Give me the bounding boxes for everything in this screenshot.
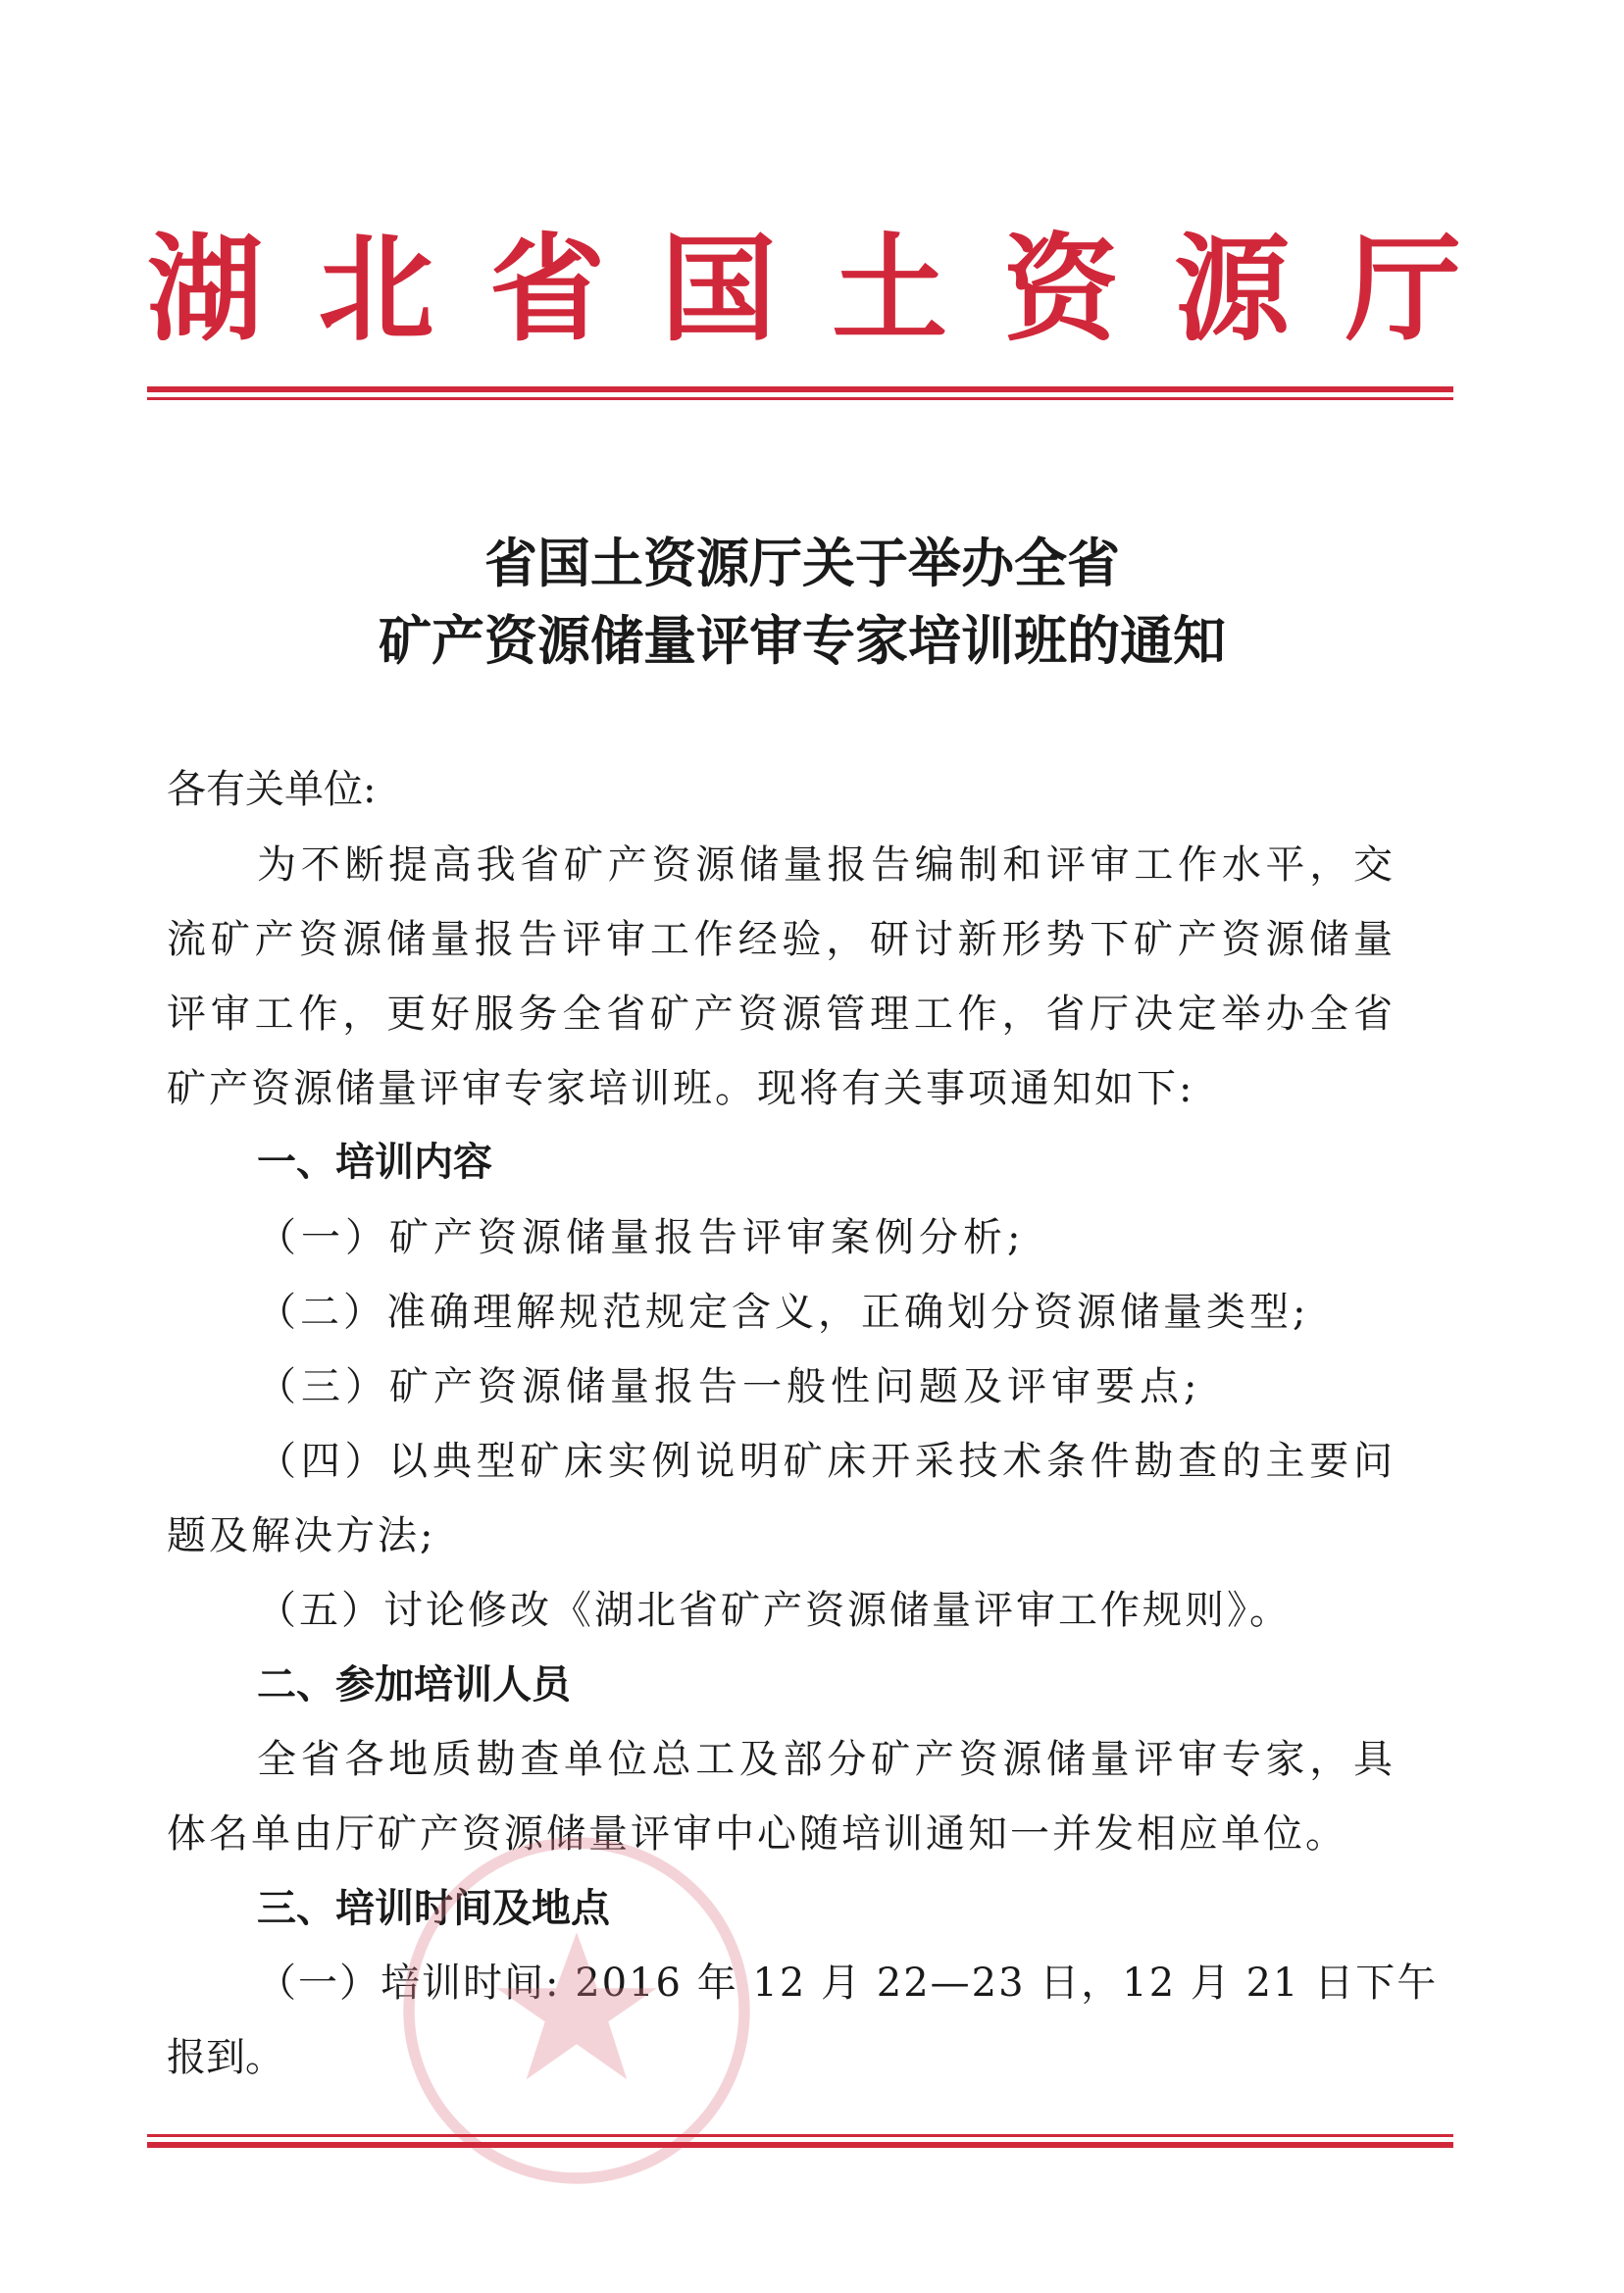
text-glyph: 及 [738, 1737, 779, 1782]
text-glyph: 储 [1309, 917, 1349, 962]
text-glyph: 讨 [913, 917, 953, 962]
text-glyph: 交 [1352, 842, 1393, 888]
text-glyph: 告 [871, 842, 911, 888]
text-glyph: 要 [1309, 1439, 1349, 1484]
text-glyph: 下 [1090, 917, 1130, 962]
text-glyph: 资 [651, 842, 691, 888]
text-glyph: 管 [826, 992, 866, 1037]
text-glyph: 告 [518, 917, 558, 962]
section-heading-content: 一、培训内容 [257, 1140, 492, 1185]
text-glyph: 工 [695, 1737, 736, 1782]
text-glyph: 勘 [1134, 1439, 1174, 1484]
text-glyph: 以 [388, 1439, 429, 1484]
text-glyph: 全 [1309, 992, 1349, 1037]
text-glyph: 矿 [210, 917, 250, 962]
text-glyph: 件 [1090, 1439, 1130, 1484]
footer-rule-thick [147, 2142, 1453, 2148]
text-glyph: 位 [607, 1737, 647, 1782]
text-glyph: 作 [298, 992, 338, 1037]
text-glyph: （ [257, 1439, 296, 1484]
text-glyph: 床 [827, 1439, 867, 1484]
intro-line-4: 矿产资源储量评审专家培训班。现将有关事项通知如下: [167, 1066, 1195, 1111]
document-title-line-2: 矿产资源储量评审专家培训班的通知 [379, 609, 1226, 672]
text-glyph: 省 [606, 992, 646, 1037]
text-glyph: 质 [431, 1737, 472, 1782]
text-glyph: 工 [254, 992, 294, 1037]
text-glyph: 审 [606, 917, 646, 962]
text-glyph: 省 [1352, 992, 1393, 1037]
text-glyph: 编 [914, 842, 954, 888]
text-glyph: ， [1309, 1737, 1349, 1782]
content-item-3: （三）矿产资源储量报告一般性问题及评审要点; [257, 1364, 1202, 1409]
text-glyph: 的 [1221, 1439, 1261, 1484]
text-glyph: 水 [1221, 842, 1261, 888]
masthead-char: 土 [832, 222, 948, 357]
text-glyph: 问 [1352, 1439, 1393, 1484]
text-glyph: 明 [738, 1439, 779, 1484]
text-glyph: 和 [1002, 842, 1042, 888]
text-glyph: 资 [737, 992, 778, 1037]
text-glyph: 储 [738, 842, 779, 888]
text-glyph: 评 [167, 992, 206, 1037]
text-glyph: 分 [827, 1737, 867, 1782]
masthead-char: 厅 [1345, 222, 1461, 357]
text-glyph: 开 [871, 1439, 911, 1484]
masthead-char: 北 [318, 222, 434, 357]
text-glyph: 矿 [783, 1439, 823, 1484]
text-glyph: 储 [1045, 1737, 1086, 1782]
text-glyph: 平 [1265, 842, 1305, 888]
text-glyph: ， [1309, 842, 1349, 888]
masthead-char: 源 [1174, 222, 1291, 357]
header-rule-thick [147, 386, 1453, 392]
text-glyph: 技 [958, 1439, 998, 1484]
text-glyph: 查 [1178, 1439, 1218, 1484]
text-glyph: 源 [1265, 917, 1305, 962]
salutation: 各有关单位: [167, 767, 377, 812]
text-glyph: 条 [1045, 1439, 1086, 1484]
text-glyph: 单 [564, 1737, 604, 1782]
text-glyph: 形 [1001, 917, 1041, 962]
text-glyph: 矿 [649, 992, 689, 1037]
text-glyph: 厅 [1090, 992, 1130, 1037]
footer-rule-thin [147, 2134, 1453, 2137]
text-glyph: 量 [783, 842, 823, 888]
text-glyph: 报 [827, 842, 867, 888]
text-glyph: 制 [958, 842, 998, 888]
text-glyph: 省 [520, 842, 560, 888]
text-glyph: 好 [430, 992, 470, 1037]
text-glyph: ， [342, 992, 382, 1037]
content-item-1: （一）矿产资源储量报告评审案例分析; [257, 1215, 1026, 1260]
text-glyph: 实 [607, 1439, 647, 1484]
content-item-2: （二）准确理解规范规定含义，正确划分资源储量类型; [257, 1290, 1310, 1335]
text-glyph: 储 [386, 917, 427, 962]
text-glyph: 省 [300, 1737, 340, 1782]
masthead-char: 国 [660, 222, 777, 357]
text-glyph: 流 [167, 917, 206, 962]
text-glyph: 新 [957, 917, 997, 962]
text-glyph: 不 [300, 842, 340, 888]
text-glyph: 务 [518, 992, 558, 1037]
text-glyph: 家 [1265, 1737, 1305, 1782]
text-glyph: 源 [1002, 1737, 1042, 1782]
text-glyph: 办 [1265, 992, 1305, 1037]
header-rule-thin [147, 397, 1453, 400]
text-glyph: 更 [386, 992, 427, 1037]
text-glyph: ， [1001, 992, 1041, 1037]
text-glyph: 提 [388, 842, 429, 888]
text-glyph: ） [344, 1439, 384, 1484]
text-glyph: 势 [1045, 917, 1086, 962]
text-glyph: 工 [913, 992, 953, 1037]
text-glyph: 资 [958, 1737, 998, 1782]
text-glyph: 评 [1045, 842, 1086, 888]
text-glyph: 为 [257, 842, 296, 888]
text-glyph: 术 [1002, 1439, 1042, 1484]
text-glyph: 源 [342, 917, 382, 962]
text-glyph: 产 [1177, 917, 1217, 962]
text-glyph: 总 [651, 1737, 691, 1782]
content-item-5: （五）讨论修改《湖北省矿产资源储量评审工作规则》。 [257, 1588, 1292, 1633]
text-glyph: 部 [783, 1737, 823, 1782]
text-glyph: 源 [695, 842, 736, 888]
text-glyph: 量 [430, 917, 470, 962]
section-heading-time-place: 三、培训时间及地点 [257, 1886, 610, 1931]
text-glyph: 具 [1352, 1737, 1393, 1782]
text-glyph: 产 [254, 917, 294, 962]
text-glyph: 资 [1221, 917, 1261, 962]
text-glyph: 全 [257, 1737, 296, 1782]
text-glyph: ， [826, 917, 866, 962]
masthead-char: 湖 [147, 222, 264, 357]
text-glyph: 矿 [520, 1439, 560, 1484]
time-line-1: （一）培训时间: 2016 年 12 月 22—23 日，12 月 21 日下午 [257, 1961, 1439, 2006]
intro-line-2 [167, 917, 1393, 962]
text-glyph: 量 [1352, 917, 1393, 962]
text-glyph: 审 [210, 992, 250, 1037]
text-glyph: 床 [564, 1439, 604, 1484]
text-glyph: 全 [562, 992, 602, 1037]
text-glyph: 说 [695, 1439, 736, 1484]
text-glyph: 作 [693, 917, 734, 962]
intro-line-3 [167, 992, 1393, 1037]
text-glyph: 断 [344, 842, 384, 888]
masthead-char: 资 [1002, 222, 1119, 357]
text-glyph: 矿 [871, 1737, 911, 1782]
text-glyph: 评 [1134, 1737, 1174, 1782]
text-glyph: 资 [298, 917, 338, 962]
text-glyph: 产 [607, 842, 647, 888]
text-glyph: 矿 [1133, 917, 1173, 962]
content-item-4-cont: 题及解决方法; [167, 1513, 436, 1558]
content-item-4 [257, 1439, 1393, 1484]
section-heading-participants: 二、参加培训人员 [257, 1662, 571, 1707]
time-line-2: 报到。 [167, 2035, 284, 2080]
text-glyph: 工 [649, 917, 689, 962]
text-glyph: 工 [1134, 842, 1174, 888]
text-glyph: 高 [431, 842, 472, 888]
text-glyph: 产 [914, 1737, 954, 1782]
text-glyph: 作 [1178, 842, 1218, 888]
participants-line-1 [257, 1737, 1393, 1782]
document-title-line-1: 省国土资源厅关于举办全省 [484, 532, 1120, 594]
text-glyph: 查 [520, 1737, 560, 1782]
text-glyph: 典 [431, 1439, 472, 1484]
masthead-char: 省 [489, 222, 606, 357]
text-glyph: 定 [1177, 992, 1217, 1037]
intro-line-1 [257, 842, 1393, 888]
text-glyph: 地 [388, 1737, 429, 1782]
text-glyph: 服 [474, 992, 514, 1037]
text-glyph: 源 [782, 992, 822, 1037]
text-glyph: 各 [344, 1737, 384, 1782]
masthead [147, 216, 1461, 363]
text-glyph: 主 [1265, 1439, 1305, 1484]
text-glyph: 经 [737, 917, 778, 962]
text-glyph: 举 [1221, 992, 1261, 1037]
text-glyph: 四 [300, 1439, 340, 1484]
seal-star [496, 1932, 656, 2079]
text-glyph: 产 [693, 992, 734, 1037]
text-glyph: 决 [1133, 992, 1173, 1037]
text-glyph: 作 [957, 992, 997, 1037]
text-glyph: 型 [476, 1439, 516, 1484]
text-glyph: 审 [1178, 1737, 1218, 1782]
text-glyph: 理 [870, 992, 909, 1037]
text-glyph: 审 [1090, 842, 1130, 888]
text-glyph: 验 [782, 917, 822, 962]
participants-line-2: 体名单由厅矿产资源储量评审中心随培训通知一并发相应单位。 [167, 1811, 1347, 1857]
text-glyph: 我 [476, 842, 516, 888]
text-glyph: 专 [1221, 1737, 1261, 1782]
text-glyph: 省 [1045, 992, 1086, 1037]
text-glyph: 报 [474, 917, 514, 962]
text-glyph: 量 [1090, 1737, 1130, 1782]
text-glyph: 研 [870, 917, 909, 962]
text-glyph: 例 [651, 1439, 691, 1484]
text-glyph: 采 [914, 1439, 954, 1484]
text-glyph: 勘 [476, 1737, 516, 1782]
text-glyph: 评 [562, 917, 602, 962]
text-glyph: 矿 [564, 842, 604, 888]
official-seal-stamp [390, 1824, 763, 2197]
